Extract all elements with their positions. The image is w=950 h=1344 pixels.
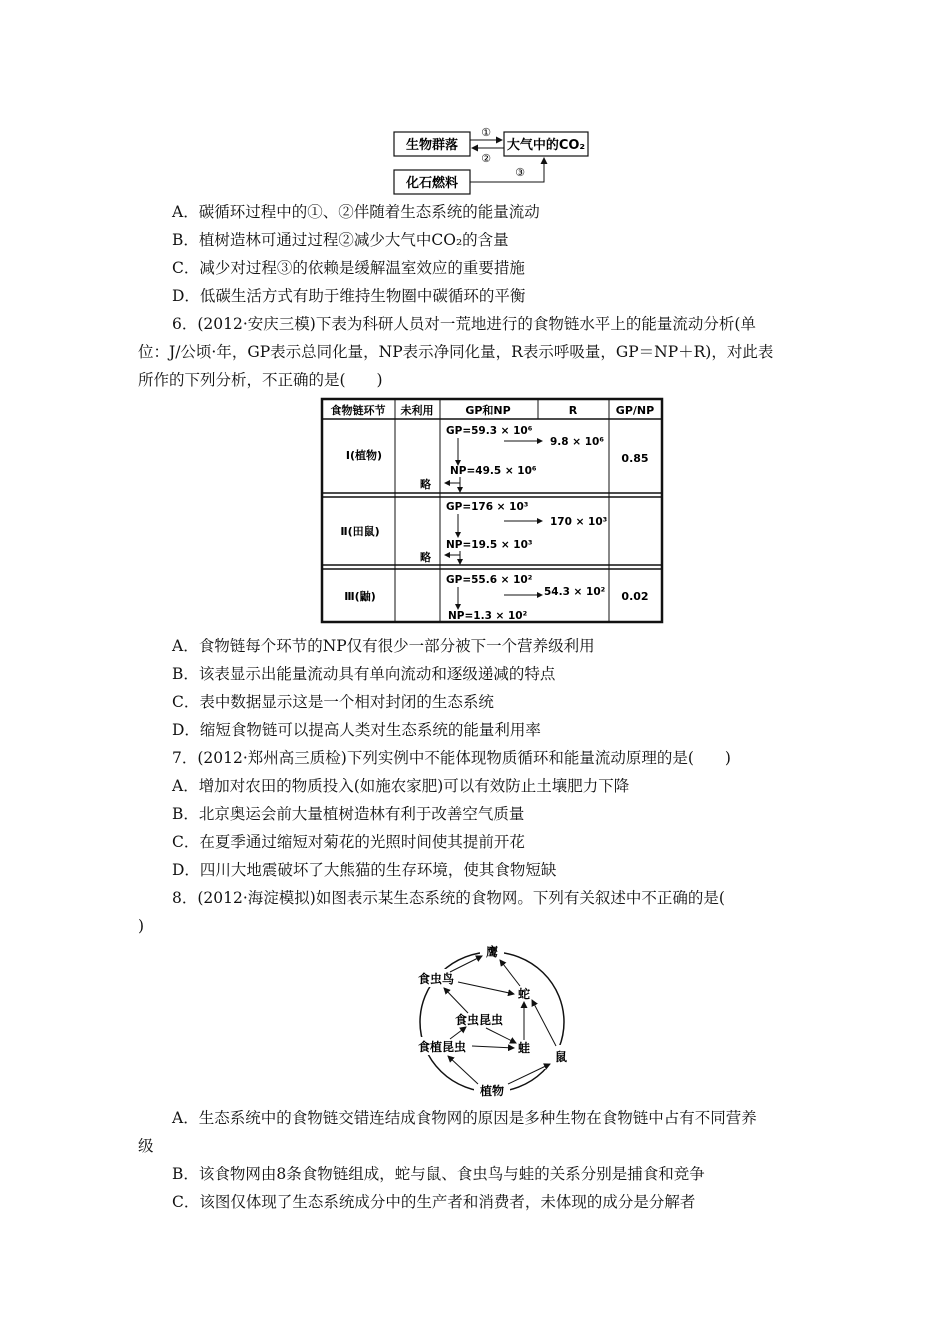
frog-label: 蛙 <box>517 1041 531 1055</box>
q6-stem-line2: 位：J/公顷·年，GP表示总同化量，NP表示净同化量，R表示呼吸量，GP＝NP＋R)，对此表 <box>138 343 774 361</box>
q8-option-b: B．该食物网由8条食物链组成，蛇与鼠、食虫鸟与蛙的关系分别是捕食和竞争 <box>172 1165 705 1183</box>
herb-insect-label: 食植昆虫 <box>417 1040 467 1054</box>
q8-option-c: C．该图仅体现了生态系统成分中的生产者和消费者，未体现的成分是分解者 <box>172 1193 696 1211</box>
row3-gp: GP=55.6 × 10² <box>446 574 533 586</box>
carbon-cycle-diagram <box>380 120 600 196</box>
q7-option-c: C．在夏季通过缩短对菊花的光照时间使其提前开花 <box>172 833 525 851</box>
th-gp-np: GP和NP <box>465 404 511 417</box>
row2-name: Ⅱ(田鼠) <box>340 525 380 538</box>
row1-ratio: 0.85 <box>621 452 649 465</box>
q5-option-b: B．植树造林可通过过程②减少大气中CO₂的含量 <box>172 231 509 249</box>
q7-option-d: D．四川大地震破坏了大熊猫的生存环境，使其食物短缺 <box>172 861 557 879</box>
q8-option-a-line1: A．生态系统中的食物链交错连结成食物网的原因是多种生物在食物链中占有不同营养 <box>172 1109 757 1127</box>
row2-unused: 略 <box>420 551 431 564</box>
arrow-snake-hawk <box>500 960 520 986</box>
row1-name: Ⅰ(植物) <box>345 449 383 462</box>
q8-stem-line1: 8．(2012·海淀模拟)如图表示某生态系统的食物网。下列有关叙述中不正确的是( <box>172 889 725 907</box>
row3-np: NP=1.3 × 10² <box>448 610 528 622</box>
q6-option-c: C．表中数据显示这是一个相对封闭的生态系统 <box>172 693 494 711</box>
row3-ratio: 0.02 <box>621 590 649 603</box>
th-r: R <box>568 404 578 417</box>
q6-stem-line3: 所作的下列分析，不正确的是( ) <box>138 371 383 389</box>
q6-option-b: B．该表显示出能量流动具有单向流动和逐级递减的特点 <box>172 665 556 683</box>
hawk-label: 鹰 <box>485 945 499 959</box>
plant-label: 植物 <box>479 1084 505 1098</box>
row2-r: 170 × 10³ <box>550 516 608 528</box>
snake-label: 蛇 <box>517 987 531 1001</box>
th-chain: 食物链环节 <box>330 404 386 417</box>
q5-option-a: A．碳循环过程中的①、②伴随着生态系统的能量流动 <box>172 203 540 221</box>
energy-flow-table <box>320 397 665 625</box>
q5-option-d: D．低碳生活方式有助于维持生物圈中碳循环的平衡 <box>172 287 526 305</box>
q8-option-a-line2: 级 <box>138 1137 154 1155</box>
q7-stem: 7．(2012·郑州高三质检)下列实例中不能体现物质循环和能量流动原理的是( ) <box>172 749 731 767</box>
mouse-label: 鼠 <box>554 1050 568 1064</box>
q7-option-b: B．北京奥运会前大量植树造林有利于改善空气质量 <box>172 805 525 823</box>
q7-option-a: A．增加对农田的物质投入(如施农家肥)可以有效防止土壤肥力下降 <box>172 777 630 795</box>
row2-gp: GP=176 × 10³ <box>446 501 529 513</box>
th-unused: 未利用 <box>400 404 434 417</box>
arrow-bird-hawk <box>450 956 482 972</box>
label-1: ① <box>481 126 491 139</box>
arrow-plant-mouse <box>508 1064 550 1084</box>
q6-option-a: A．食物链每个环节的NP仅有很少一部分被下一个营养级利用 <box>172 637 595 655</box>
row1-np: NP=49.5 × 10⁶ <box>450 465 537 477</box>
co2-label: 大气中的CO₂ <box>506 138 586 153</box>
arrow-herb-frog <box>472 1046 514 1048</box>
row3-name: Ⅲ(鼬) <box>344 590 376 603</box>
q5-option-c: C．减少对过程③的依赖是缓解温室效应的重要措施 <box>172 259 525 277</box>
q8-stem-line2: ) <box>138 917 145 935</box>
row1-gp: GP=59.3 × 10⁶ <box>446 425 533 437</box>
food-web-diagram <box>400 936 590 1104</box>
arrow-mouse-snake <box>532 1000 556 1046</box>
q6-stem-line1: 6．(2012·安庆三模)下表为科研人员对一荒地进行的食物链水平上的能量流动分析(单 <box>172 315 756 333</box>
fossil-label: 化石燃料 <box>405 176 459 191</box>
label-3: ③ <box>515 166 525 179</box>
arrow-insect-frog <box>486 1028 516 1043</box>
community-label: 生物群落 <box>405 138 459 153</box>
bird-label: 食虫鸟 <box>417 972 455 986</box>
insect-eater-label: 食虫昆虫 <box>454 1013 504 1027</box>
label-2: ② <box>481 152 491 165</box>
row1-r: 9.8 × 10⁶ <box>550 436 604 448</box>
arrow-bird-snake <box>458 982 514 994</box>
row1-unused: 略 <box>420 478 431 491</box>
th-ratio: GP/NP <box>615 404 655 417</box>
arrow-insect-bird <box>444 988 468 1013</box>
q6-option-d: D．缩短食物链可以提高人类对生态系统的能量利用率 <box>172 721 541 739</box>
row2-np: NP=19.5 × 10³ <box>446 539 533 551</box>
row3-r: 54.3 × 10² <box>544 586 606 598</box>
